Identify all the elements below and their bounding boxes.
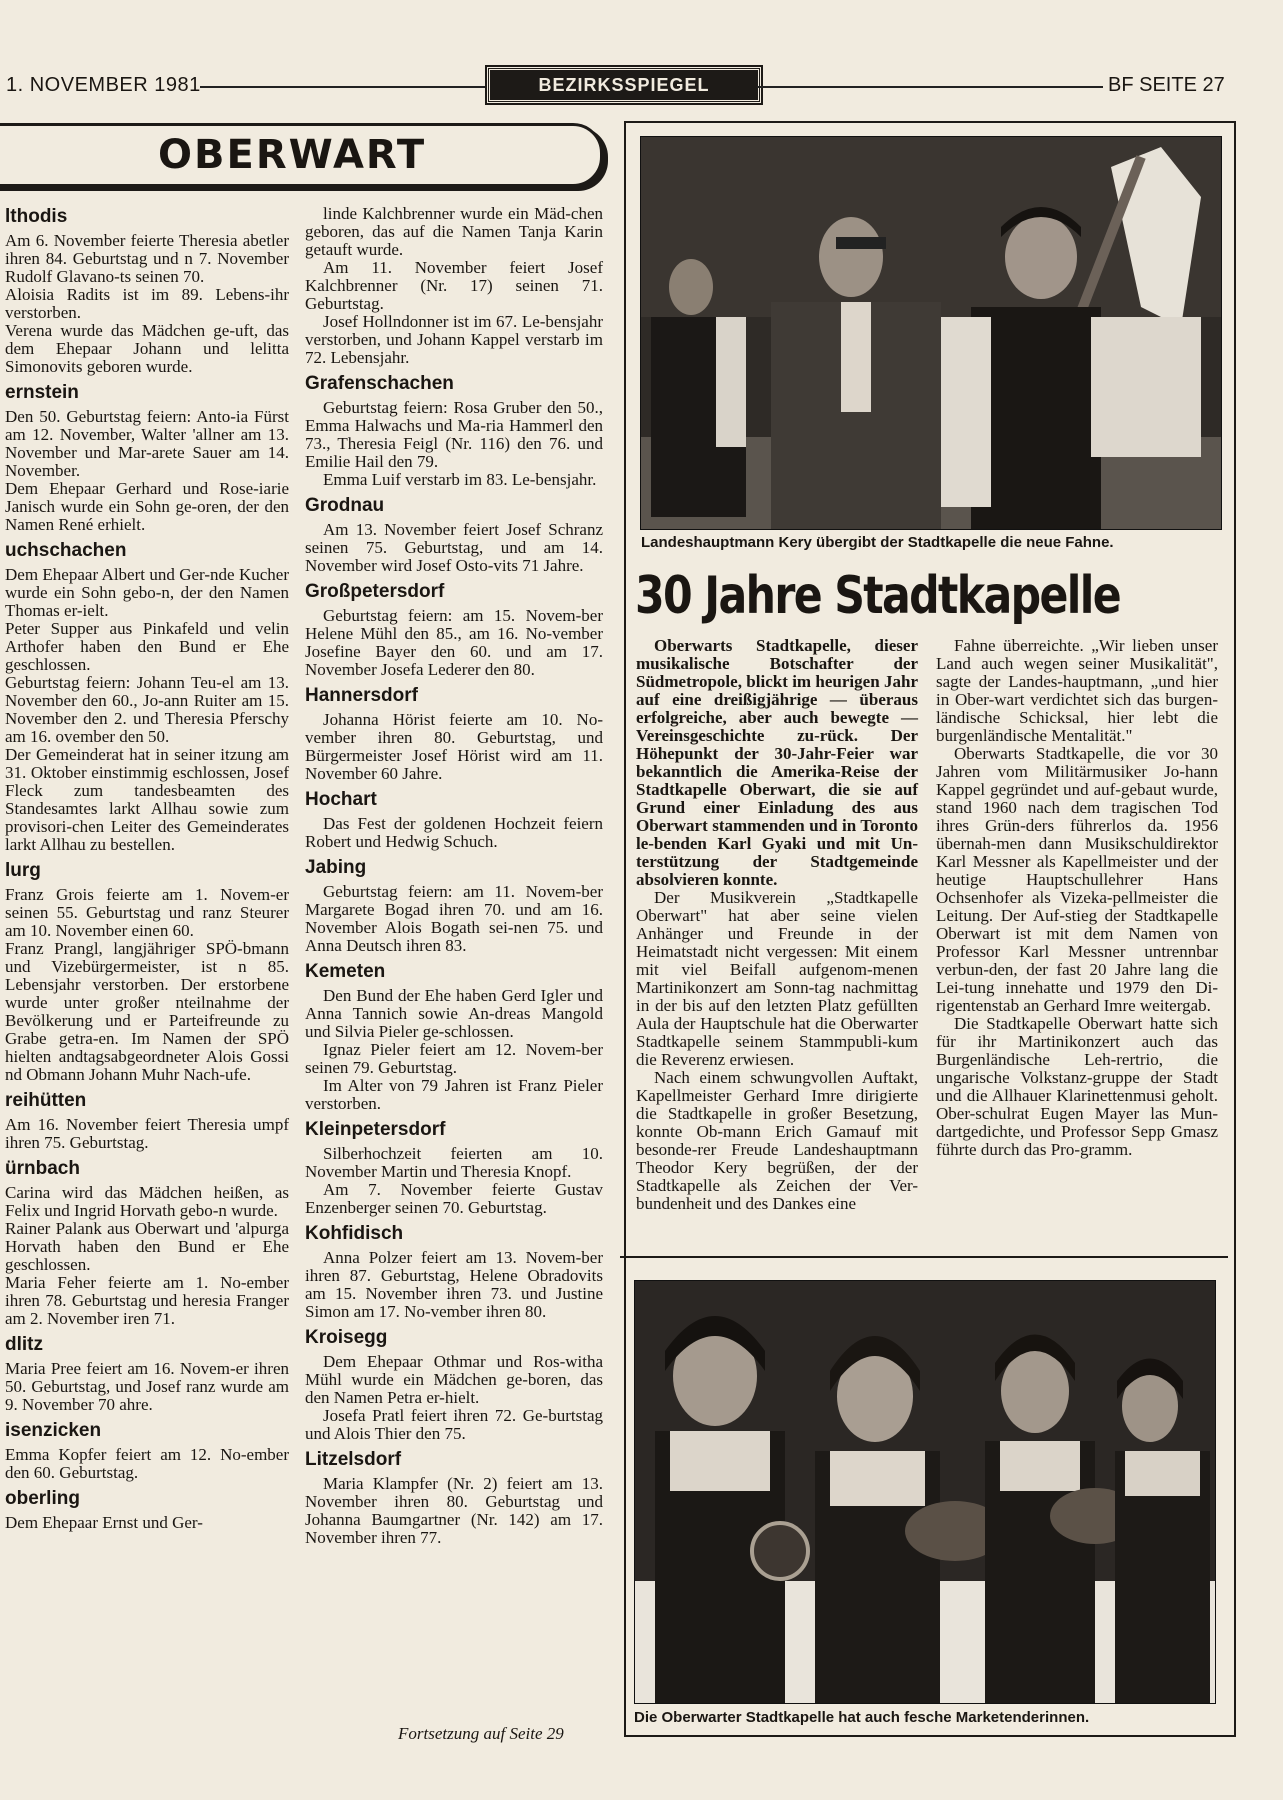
locality-heading: Kleinpetersdorf bbox=[305, 1119, 446, 1140]
news-item: Josef Hollndonner ist im 67. Le-bensjahr verstorben, und Johann Kappel verstarb im 72. Lebensjahr. bbox=[305, 312, 603, 367]
news-item: Dem Ehepaar Albert und Ger-nde Kucher wurde ein Sohn gebo-n, der den Namen Thomas er-ielt. bbox=[5, 565, 289, 620]
locality-heading: Kohfidisch bbox=[305, 1223, 404, 1244]
article-column-2 bbox=[936, 637, 1218, 1159]
news-item: Peter Supper aus Pinkafeld und velin Arthofer haben den Bund er Ehe geschlossen. bbox=[5, 619, 289, 674]
article-paragraph: Der Musikverein „Stadtkapelle Oberwart" hat aber seine vielen Anhänger und Freunde in der Heimatstadt nicht vergessen: Mit einem mit viel Beifall aufgenom-menen Martinikonzert am Sonn-tag nachmittag in der bis auf den letzten Platz gefüllten Aula der Hauptschule hat die Oberwarter Stadtkapelle seinem Stammpubli-kum die Reverenz erwiesen. bbox=[636, 888, 918, 1069]
news-item: linde Kalchbrenner wurde ein Mäd-chen geboren, das auf die Namen Tanja Karin getauft wurde. bbox=[305, 204, 603, 259]
locality-heading: dlitz bbox=[5, 1334, 43, 1355]
news-item: Aloisia Radits ist im 89. Lebens-ihr verstorben. bbox=[5, 285, 289, 322]
section-badge: BEZIRKSSPIEGEL bbox=[487, 67, 761, 103]
locality-heading: Grafenschachen bbox=[305, 373, 454, 394]
news-item: Emma Luif verstarb im 83. Le-bensjahr. bbox=[323, 470, 597, 489]
news-item: Dem Ehepaar Ernst und Ger- bbox=[5, 1513, 203, 1532]
news-item: Das Fest der goldenen Hochzeit feiern Robert und Hedwig Schuch. bbox=[305, 814, 603, 851]
news-item: Maria Klampfer (Nr. 2) feiert am 13. November ihren 80. Geburtstag und Johanna Baumgartner (Nr. 142) am 17. November ihren 77. bbox=[305, 1474, 603, 1547]
news-item: Verena wurde das Mädchen ge-uft, das dem Ehepaar Johann und lelitta Simonovits geboren wurde. bbox=[5, 321, 289, 376]
news-item: Maria Feher feierte am 1. No-ember ihren 78. Geburtstag und heresia Franger am 2. November iren 71. bbox=[5, 1273, 289, 1328]
article-paragraph: Oberwarts Stadtkapelle, die vor 30 Jahren vom Militärmusiker Jo-hann Kappel gegründet und auf-gebaut wurde, stand 1960 nach dem tragischen Tod ihres Grün-ders führerlos da. 1956 übernah-men dann Musikschuldirektor Karl Messner als Kapellmeister und der heutige Hauptschullehrer Hans Ochsenhofer als Vizeka-pellmeister die Leitung. Der Auf-stieg der Stadtkapelle Oberwart ist mit dem Namen von Professor Karl Messner untrennbar verbun-den, der fast 20 Jahre lang die Lei-tung innehatte und 1979 den Di-rigentenstab an Gerhard Imre weitergab. bbox=[936, 744, 1218, 1015]
news-item: Dem Ehepaar Gerhard und Rose-iarie Janisch wurde ein Sohn ge-oren, der den Namen René erhielt. bbox=[5, 479, 289, 534]
locality-heading: ernstein bbox=[5, 382, 79, 403]
article-lead: Oberwarts Stadtkapelle, dieser musikalische Botschafter der Südmetropole, blickt im heurigen Jahr auf eine dreißigjährige — überaus erfolgreiche, aber auch bewegte — Vereinsgeschichte zu-rück. Der Höhepunkt der 30-Jahr-Feier war bekanntlich die Amerika-Reise der Stadtkapelle Oberwart, die sie auf Grund einer Einladung des aus Oberwart stammenden und in Toronto le-benden Karl Gyaki und mit Un-terstützung der Stadtgemeinde absolvieren konnte. bbox=[636, 636, 918, 889]
news-item: Ignaz Pieler feiert am 12. Novem-ber seinen 79. Geburtstag. bbox=[305, 1040, 603, 1077]
locality-heading: reihütten bbox=[5, 1090, 87, 1111]
news-item: Geburtstag feiern: Rosa Gruber den 50., Emma Halwachs und Ma-ria Hammerl den 73., Theresia Feigl (Nr. 116) den 76. und Emilie Hail den 79. bbox=[305, 398, 603, 471]
article-separator bbox=[620, 1256, 1228, 1258]
news-item: Carina wird das Mädchen heißen, as Felix und Ingrid Horvath gebo-n wurde. bbox=[5, 1183, 289, 1220]
news-item: Am 6. November feierte Theresia abetler ihren 84. Geburtstag und n 7. November Rudolf Glavano-ts seinen 70. bbox=[5, 231, 289, 286]
page-number: BF SEITE 27 bbox=[1108, 74, 1225, 96]
photo-marketenderinnen bbox=[634, 1280, 1216, 1704]
local-news-column-2 bbox=[305, 205, 603, 1547]
local-news-column-1 bbox=[5, 200, 289, 1532]
news-item: Franz Prangl, langjähriger SPÖ-bmann und Vizebürgermeister, ist n 85. Lebensjahr verstorben. Der erstorbene wurde unter großer nteilnahme der Bevölkerung und er Parteifreunde zu Grabe getra-en. Im Namen der SPÖ hielten andtagsabgeordneter Alois Gossi nd Obmann Johann Muhr Nach-ufe. bbox=[5, 939, 289, 1084]
locality-heading: Litzelsdorf bbox=[305, 1449, 402, 1470]
article-paragraph: Die Stadtkapelle Oberwart hatte sich für ihr Martinikonzert auch das Burgenländische Leh-rertrio, die ungarische Volkstanz-gruppe der Stadt und die Allhauer Klarinettenmusi geholt. Ober-schulrat Eugen Mayer las Mun-dartgedichte, und Professor Sepp Gmasz führte durch das Pro-gramm. bbox=[936, 1014, 1218, 1159]
news-item: Den 50. Geburtstag feiern: Anto-ia Fürst am 12. November, Walter 'allner am 13. November und Mar-arete Sauer am 14. November. bbox=[5, 407, 289, 480]
continuation-note: Fortsetzung auf Seite 29 bbox=[398, 1724, 564, 1743]
locality-heading: Großpetersdorf bbox=[305, 581, 445, 602]
news-item: Geburtstag feiern: Johann Teu-el am 13. November den 60., Jo-ann Ruiter am 15. November den 2. und Theresia Pferschy am 16. ovember den 50. bbox=[5, 673, 289, 746]
news-item: Rainer Palank aus Oberwart und 'alpurga Horvath haben den Bund er Ehe geschlossen. bbox=[5, 1219, 289, 1274]
news-item: Im Alter von 79 Jahren ist Franz Pieler verstorben. bbox=[305, 1076, 603, 1113]
locality-heading: ürnbach bbox=[5, 1158, 80, 1179]
news-item: Franz Grois feierte am 1. Novem-er seinen 55. Geburtstag und ranz Steurer am 10. November einen 60. bbox=[5, 885, 289, 940]
article-headline: 30 Jahre Stadtkapelle bbox=[635, 566, 1121, 626]
news-item: Am 13. November feiert Josef Schranz seinen 75. Geburtstag, und am 14. November wird Josef Osto-vits 71 Jahre. bbox=[305, 520, 603, 575]
locality-heading: Grodnau bbox=[305, 495, 385, 516]
news-item: Am 7. November feierte Gustav Enzenberger seinen 70. Geburtstag. bbox=[305, 1180, 603, 1217]
news-item: Josefa Pratl feiert ihren 72. Ge-burtstag und Alois Thier den 75. bbox=[305, 1406, 603, 1443]
header-date: 1. NOVEMBER 1981 bbox=[6, 74, 201, 96]
news-item: Am 16. November feiert Theresia umpf ihren 75. Geburtstag. bbox=[5, 1115, 289, 1152]
news-item: Emma Kopfer feiert am 12. No-ember den 60. Geburtstag. bbox=[5, 1445, 289, 1482]
article-paragraph: Fahne überreichte. „Wir lieben unser Land auch wegen seiner Musikalität", sagte der Landes-hauptmann, „und hier in Ober-wart verdichtet sich das burgen-ländische Schicksal, hier lebt die burgenländische Mentalität." bbox=[936, 636, 1218, 745]
news-item: Johanna Hörist feierte am 10. No-vember ihren 80. Geburtstag, und Bürgermeister Josef Hörist wird am 11. November 60 Jahre. bbox=[305, 710, 603, 783]
locality-heading: lthodis bbox=[5, 206, 68, 227]
photo-caption-2: Die Oberwarter Stadtkapelle hat auch fesche Marketenderinnen. bbox=[634, 1709, 1090, 1726]
photo-flag-handover bbox=[640, 136, 1222, 530]
region-title: OBERWART bbox=[158, 132, 427, 178]
locality-heading: Kroisegg bbox=[305, 1327, 388, 1348]
article-paragraph: Nach einem schwungvollen Auftakt, Kapellmeister Gerhard Imre dirigierte die Stadtkapelle in großer Besetzung, konnte Ob-mann Erich Gamauf mit besonde-rer Freude Landeshauptmann Theodor Kery begrüßen, der der Stadtkapelle als Zeichen der Ver-bundenheit und des Dankes eine bbox=[636, 1068, 918, 1213]
photo-caption-1: Landeshauptmann Kery übergibt der Stadtkapelle die neue Fahne. bbox=[641, 534, 1114, 551]
locality-heading: Jabing bbox=[305, 857, 367, 878]
news-item: Der Gemeinderat hat in seiner itzung am 31. Oktober einstimmig eschlossen, Josef Fleck zum tandesbeamten des Standesamtes larkt Allhau sowie zum provisori-chen Leiter des Gemeinderates larkt Allhau zu bestellen. bbox=[5, 745, 289, 854]
news-item: Silberhochzeit feierten am 10. November Martin und Theresia Knopf. bbox=[305, 1144, 603, 1181]
locality-heading: oberling bbox=[5, 1488, 80, 1509]
header-rule-right bbox=[757, 86, 1103, 88]
locality-heading: isenzicken bbox=[5, 1420, 102, 1441]
header-rule-left bbox=[200, 86, 486, 88]
locality-heading: uchschachen bbox=[5, 540, 127, 561]
locality-heading: Kemeten bbox=[305, 961, 386, 982]
locality-heading: lurg bbox=[5, 860, 41, 881]
news-item: Geburtstag feiern: am 15. Novem-ber Helene Mühl den 85., am 16. No-vember Josefine Bayer den 60. und am 17. November Josefa Lederer den 80. bbox=[305, 606, 603, 679]
news-item: Am 11. November feiert Josef Kalchbrenner (Nr. 17) seinen 71. Geburtstag. bbox=[305, 258, 603, 313]
news-item: Anna Polzer feiert am 13. Novem-ber ihren 87. Geburtstag, Helene Obradovits am 15. November ihren 73. und Justine Simon am 17. No-vember ihren 80. bbox=[305, 1248, 603, 1321]
locality-heading: Hannersdorf bbox=[305, 685, 418, 706]
region-banner bbox=[0, 123, 603, 187]
news-item: Geburtstag feiern: am 11. Novem-ber Margarete Bogad ihren 70. und am 16. November Alois Bogath sei-nen 75. und Anna Deutsch ihren 83. bbox=[305, 882, 603, 955]
locality-heading: Hochart bbox=[305, 789, 377, 810]
news-item: Dem Ehepaar Othmar und Ros-witha Mühl wurde ein Mädchen ge-boren, das den Namen Petra er-hielt. bbox=[305, 1352, 603, 1407]
article-column-1 bbox=[636, 637, 918, 1213]
news-item: Den Bund der Ehe haben Gerd Igler und Anna Tannich sowie An-dreas Mangold und Silvia Pieler ge-schlossen. bbox=[305, 986, 603, 1041]
news-item: Maria Pree feiert am 16. Novem-er ihren 50. Geburtstag, und Josef ranz wurde am 9. November 70 ahre. bbox=[5, 1359, 289, 1414]
